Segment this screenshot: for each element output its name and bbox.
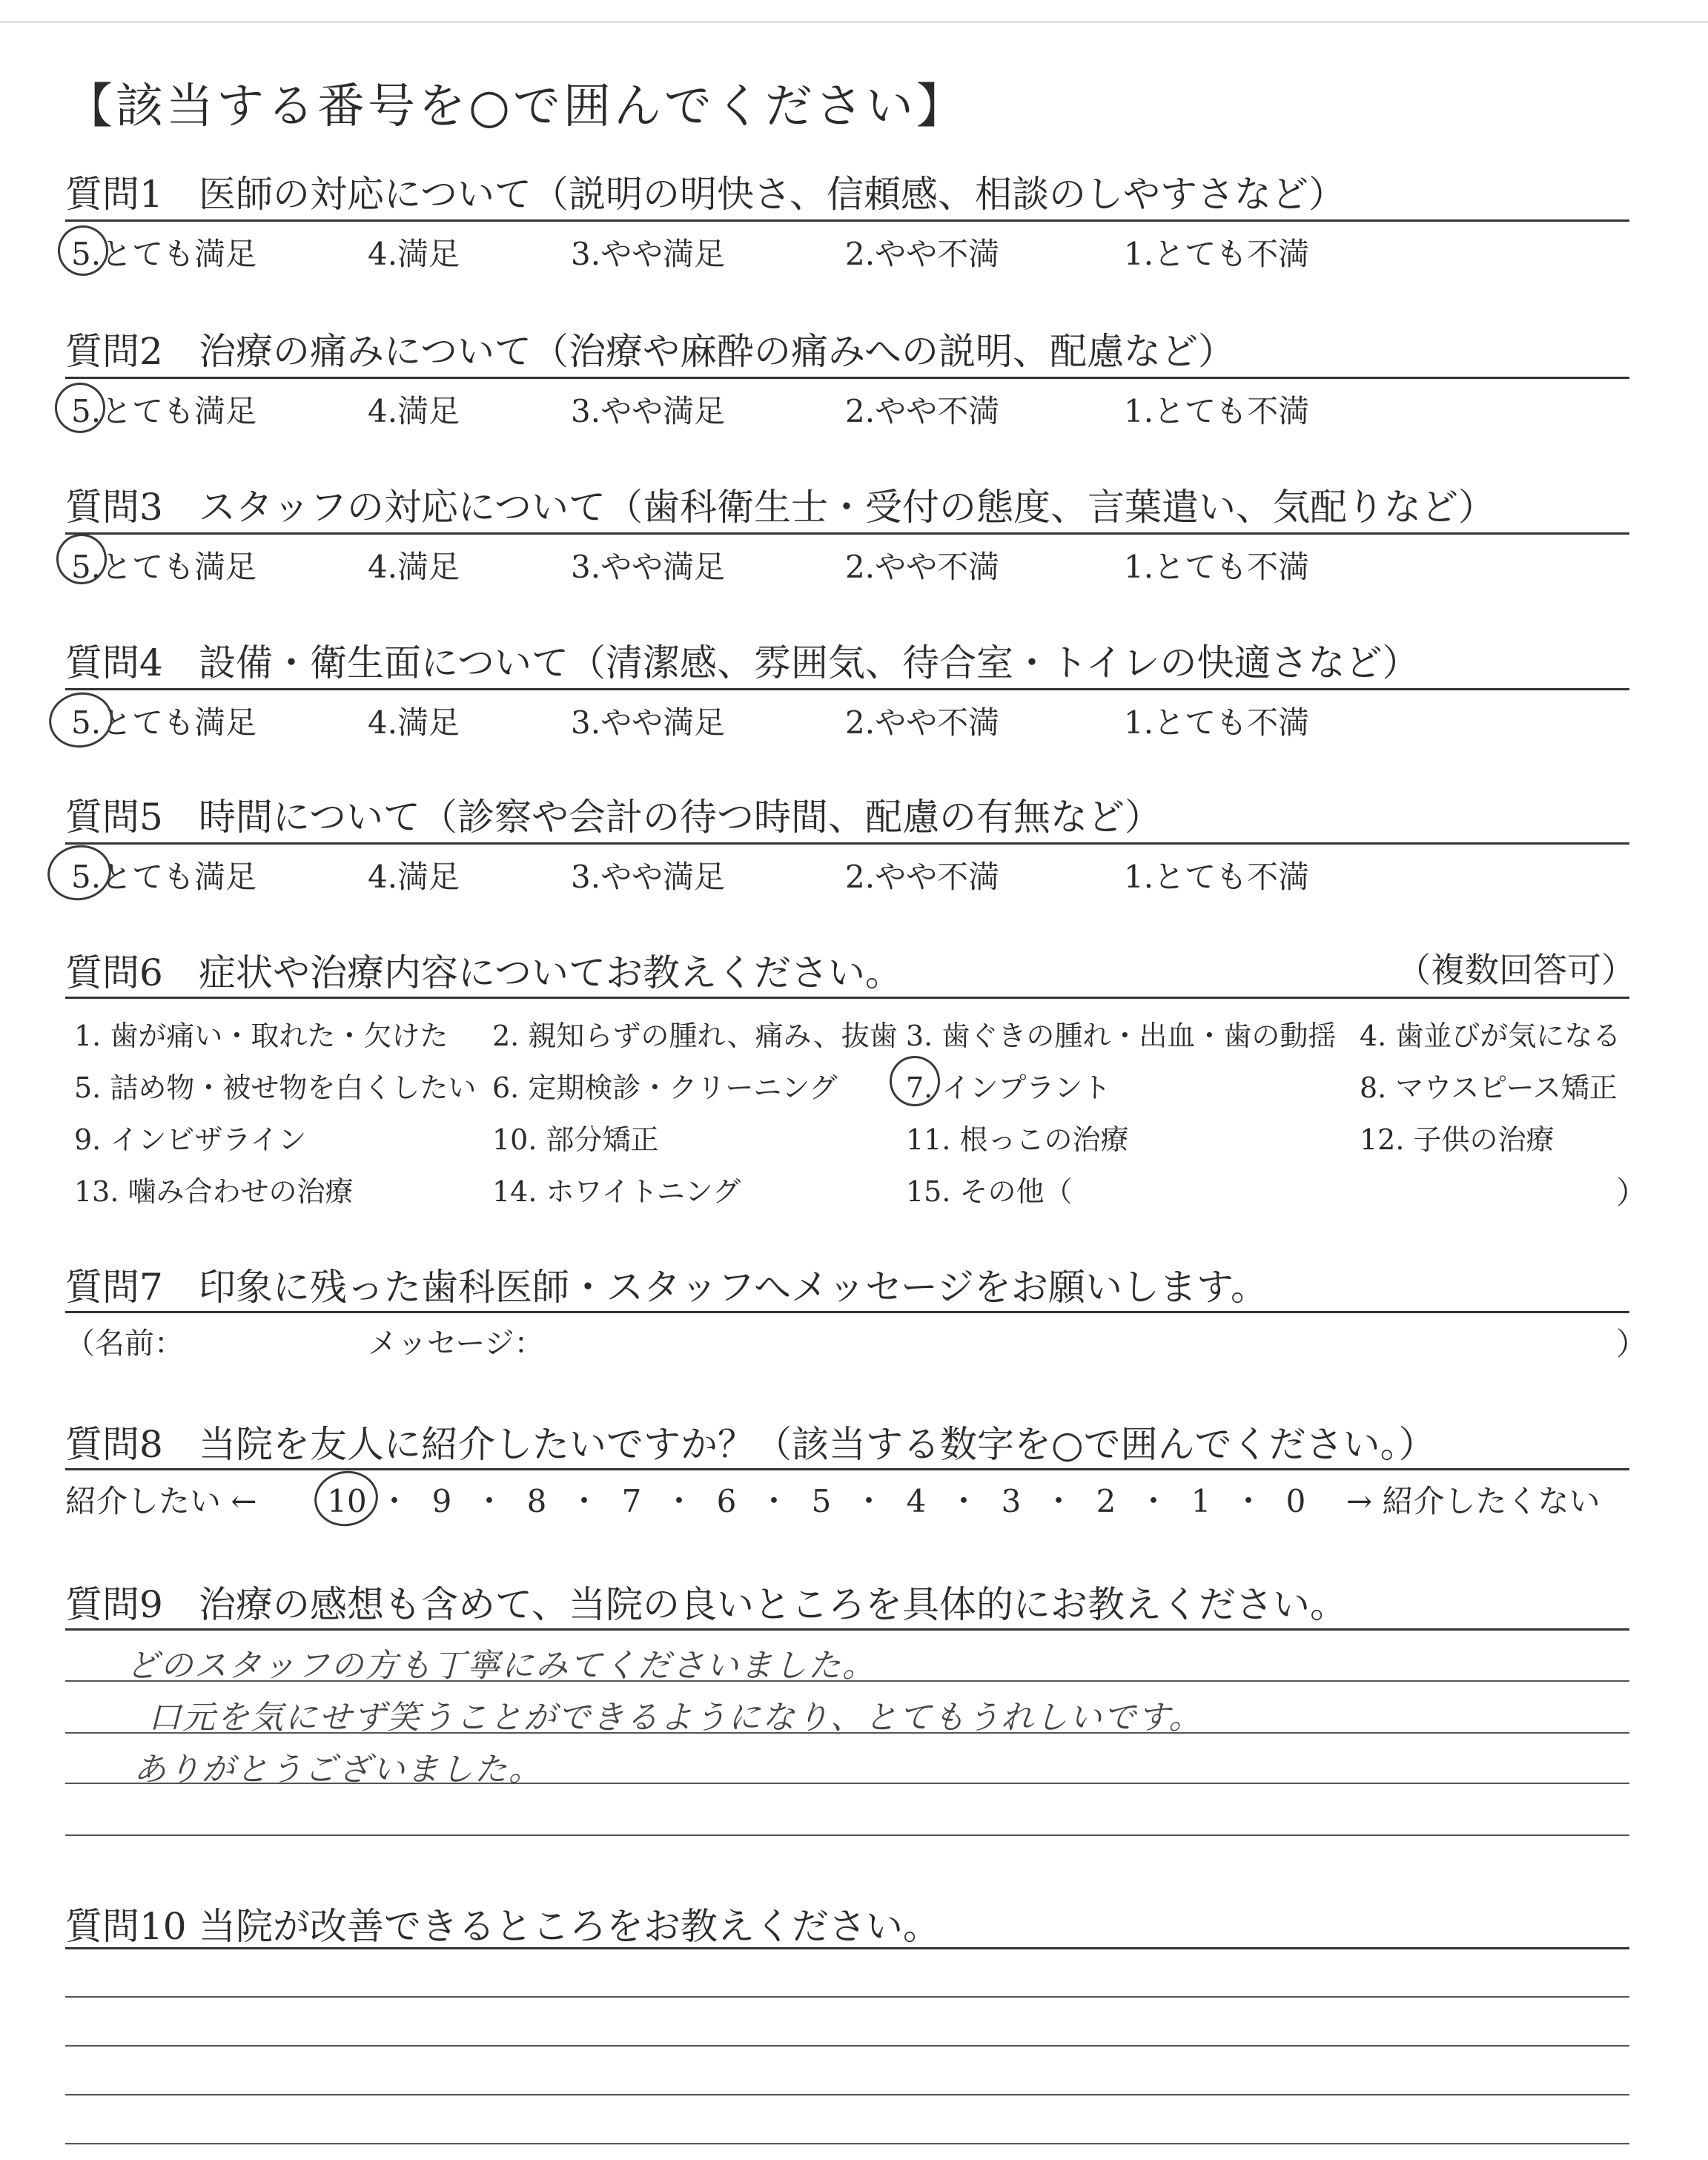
scale-number-2[interactable]: 2 (1096, 1483, 1116, 1519)
question-text: 症状や治療内容についてお教えください。 (199, 951, 902, 994)
option-1[interactable]: 1.とても不満 (1124, 549, 1310, 585)
question-9 (65, 1575, 1347, 1628)
question-7 (65, 1258, 1268, 1311)
symptom-item[interactable]: 3. 歯ぐきの腫れ・出血・歯の動揺 (906, 1020, 1337, 1052)
scale-number-1[interactable]: 1 (1191, 1483, 1211, 1519)
option-2[interactable]: 2.やや不満 (845, 859, 1000, 895)
symptom-item[interactable]: 14. ホワイトニング (492, 1175, 741, 1208)
divider (65, 997, 1629, 999)
symptom-item[interactable]: 10. 部分矯正 (492, 1123, 659, 1156)
symptom-item[interactable]: 11. 根っこの治療 (906, 1123, 1129, 1156)
question-8 (65, 1415, 1436, 1468)
scale-separator: ・ (853, 1483, 884, 1519)
option-4[interactable]: 4.満足 (368, 393, 460, 429)
recommend-left-label: 紹介したい ← (65, 1483, 257, 1519)
divider (65, 842, 1629, 845)
question-number: 質問10 (65, 1905, 187, 1948)
divider (65, 1628, 1629, 1631)
symptom-item[interactable]: 2. 親知らずの腫れ、痛み、抜歯 (492, 1020, 898, 1052)
close-paren: ） (1616, 1175, 1648, 1211)
option-5[interactable]: 5.とても満足 (71, 236, 257, 272)
divider (65, 532, 1629, 535)
divider (65, 219, 1629, 222)
symptom-item[interactable]: 5. 詰め物・被せ物を白くしたい (74, 1071, 477, 1104)
symptom-item-other[interactable]: 15. その他（ (906, 1175, 1073, 1208)
option-3[interactable]: 3.やや満足 (571, 704, 726, 741)
recommend-scale (323, 1477, 1320, 1522)
page-title: 【該当する番号を○で囲んでください】 (65, 79, 967, 134)
answer-line (65, 1680, 1629, 1682)
scale-separator: ・ (758, 1483, 790, 1519)
scale-number-10[interactable]: 10 (327, 1483, 367, 1519)
divider (65, 1947, 1629, 1949)
question-number: 質問8 (65, 1423, 163, 1466)
question-3 (65, 478, 1495, 531)
option-5[interactable]: 5.とても満足 (71, 859, 257, 895)
answer-line (65, 2094, 1629, 2095)
answer-line (65, 1783, 1629, 1784)
option-2[interactable]: 2.やや不満 (845, 704, 1000, 741)
scale-separator: ・ (1232, 1483, 1264, 1519)
question-text: 時間について（診察や会計の待つ時間、配慮の有無など） (199, 796, 1162, 839)
option-3[interactable]: 3.やや満足 (571, 393, 726, 429)
option-2[interactable]: 2.やや不満 (845, 236, 1000, 272)
option-2[interactable]: 2.やや不満 (845, 549, 1000, 585)
option-1[interactable]: 1.とても不満 (1124, 859, 1310, 895)
question-text: 治療の痛みについて（治療や麻酔の痛みへの説明、配慮など） (199, 330, 1235, 373)
option-4[interactable]: 4.満足 (368, 236, 460, 272)
question-2 (65, 322, 1235, 375)
name-field[interactable]: （名前： (65, 1327, 184, 1361)
scale-separator: ・ (1137, 1483, 1169, 1519)
scale-separator: ・ (663, 1483, 695, 1519)
question-text: 医師の対応について（説明の明快さ、信頼感、相談のしやすさなど） (199, 173, 1345, 216)
option-5[interactable]: 5.とても満足 (71, 704, 257, 741)
question-text: 当院が改善できるところをお教えください。 (199, 1905, 940, 1948)
question-6 (65, 943, 902, 997)
question-number: 質問1 (65, 173, 163, 216)
option-3[interactable]: 3.やや満足 (571, 236, 726, 272)
divider (65, 377, 1629, 379)
scale-number-5[interactable]: 5 (811, 1483, 832, 1519)
multiple-answers-note: （複数回答可） (1397, 950, 1635, 990)
answer-line (65, 2045, 1629, 2047)
symptom-item[interactable]: 9. インビザライン (74, 1123, 307, 1156)
option-2[interactable]: 2.やや不満 (845, 393, 1000, 429)
option-1[interactable]: 1.とても不満 (1124, 704, 1310, 741)
option-3[interactable]: 3.やや満足 (571, 549, 726, 585)
symptom-item[interactable]: 1. 歯が痛い・取れた・欠けた (74, 1020, 448, 1052)
question-text: 治療の感想も含めて、当院の良いところを具体的にお教えください。 (199, 1583, 1347, 1626)
question-5 (65, 787, 1162, 841)
option-3[interactable]: 3.やや満足 (571, 859, 726, 895)
question-text: スタッフの対応について（歯科衛生士・受付の態度、言葉遣い、気配りなど） (199, 486, 1495, 529)
question-text: 印象に残った歯科医師・スタッフへメッセージをお願いします。 (199, 1266, 1268, 1309)
divider (65, 688, 1629, 690)
scale-separator: ・ (568, 1483, 600, 1519)
option-1[interactable]: 1.とても不満 (1124, 393, 1310, 429)
option-5[interactable]: 5.とても満足 (71, 393, 257, 429)
symptom-item[interactable]: 8. マウスピース矯正 (1360, 1071, 1618, 1104)
symptom-item[interactable]: 13. 噛み合わせの治療 (74, 1175, 354, 1208)
option-1[interactable]: 1.とても不満 (1124, 236, 1310, 272)
question-number: 質問4 (65, 641, 163, 684)
scale-separator: ・ (473, 1483, 505, 1519)
question-1 (65, 165, 1345, 218)
handwritten-answer: どのスタッフの方も丁寧にみてくださいました。 (126, 1647, 876, 1685)
scale-separator: ・ (1042, 1483, 1074, 1519)
option-5[interactable]: 5.とても満足 (71, 549, 257, 585)
symptom-item[interactable]: 12. 子供の治療 (1360, 1123, 1555, 1156)
question-number: 質問9 (65, 1583, 163, 1626)
handwritten-answer: 口元を気にせず笑うことができるようになり、とてもうれしいです。 (148, 1699, 1203, 1737)
answer-line (65, 2143, 1629, 2144)
top-border (0, 21, 1708, 23)
question-4 (65, 633, 1420, 687)
scale-number-3[interactable]: 3 (1001, 1483, 1022, 1519)
message-field[interactable]: メッセージ： (368, 1327, 544, 1361)
option-4[interactable]: 4.満足 (368, 549, 460, 585)
answer-line (65, 1996, 1629, 1998)
scale-number-4[interactable]: 4 (906, 1483, 927, 1519)
scale-number-8[interactable]: 8 (526, 1483, 547, 1519)
scale-separator: ・ (378, 1483, 410, 1519)
handwritten-answer: ありがとうございました。 (133, 1751, 543, 1789)
divider (65, 1311, 1629, 1313)
option-4[interactable]: 4.満足 (368, 859, 460, 895)
scale-number-9[interactable]: 9 (431, 1483, 452, 1519)
symptom-item[interactable]: 4. 歯並びが気になる (1360, 1020, 1621, 1052)
question-text: 当院を友人に紹介したいですか？（該当する数字を○で囲んでください。） (199, 1423, 1436, 1466)
question-text: 設備・衛生面について（清潔感、雰囲気、待合室・トイレの快適さなど） (199, 641, 1420, 684)
scale-number-6[interactable]: 6 (716, 1483, 737, 1519)
question-number: 質問3 (65, 486, 163, 529)
scale-separator: ・ (947, 1483, 979, 1519)
divider (65, 1468, 1629, 1470)
scale-number-7[interactable]: 7 (621, 1483, 642, 1519)
close-paren: ） (1616, 1326, 1648, 1362)
symptom-item[interactable]: 6. 定期検診・クリーニング (492, 1071, 838, 1104)
option-4[interactable]: 4.満足 (368, 704, 460, 741)
scale-number-0[interactable]: 0 (1285, 1483, 1306, 1519)
question-number: 質問5 (65, 796, 163, 839)
answer-line (65, 1732, 1629, 1734)
symptom-item[interactable]: 7. インプラント (906, 1071, 1111, 1104)
question-number: 質問7 (65, 1266, 163, 1309)
question-number: 質問6 (65, 951, 163, 994)
recommend-right-label: → 紹介したくない (1346, 1483, 1601, 1519)
answer-line (65, 1834, 1629, 1836)
question-number: 質問2 (65, 330, 163, 373)
question-10 (65, 1897, 940, 1950)
